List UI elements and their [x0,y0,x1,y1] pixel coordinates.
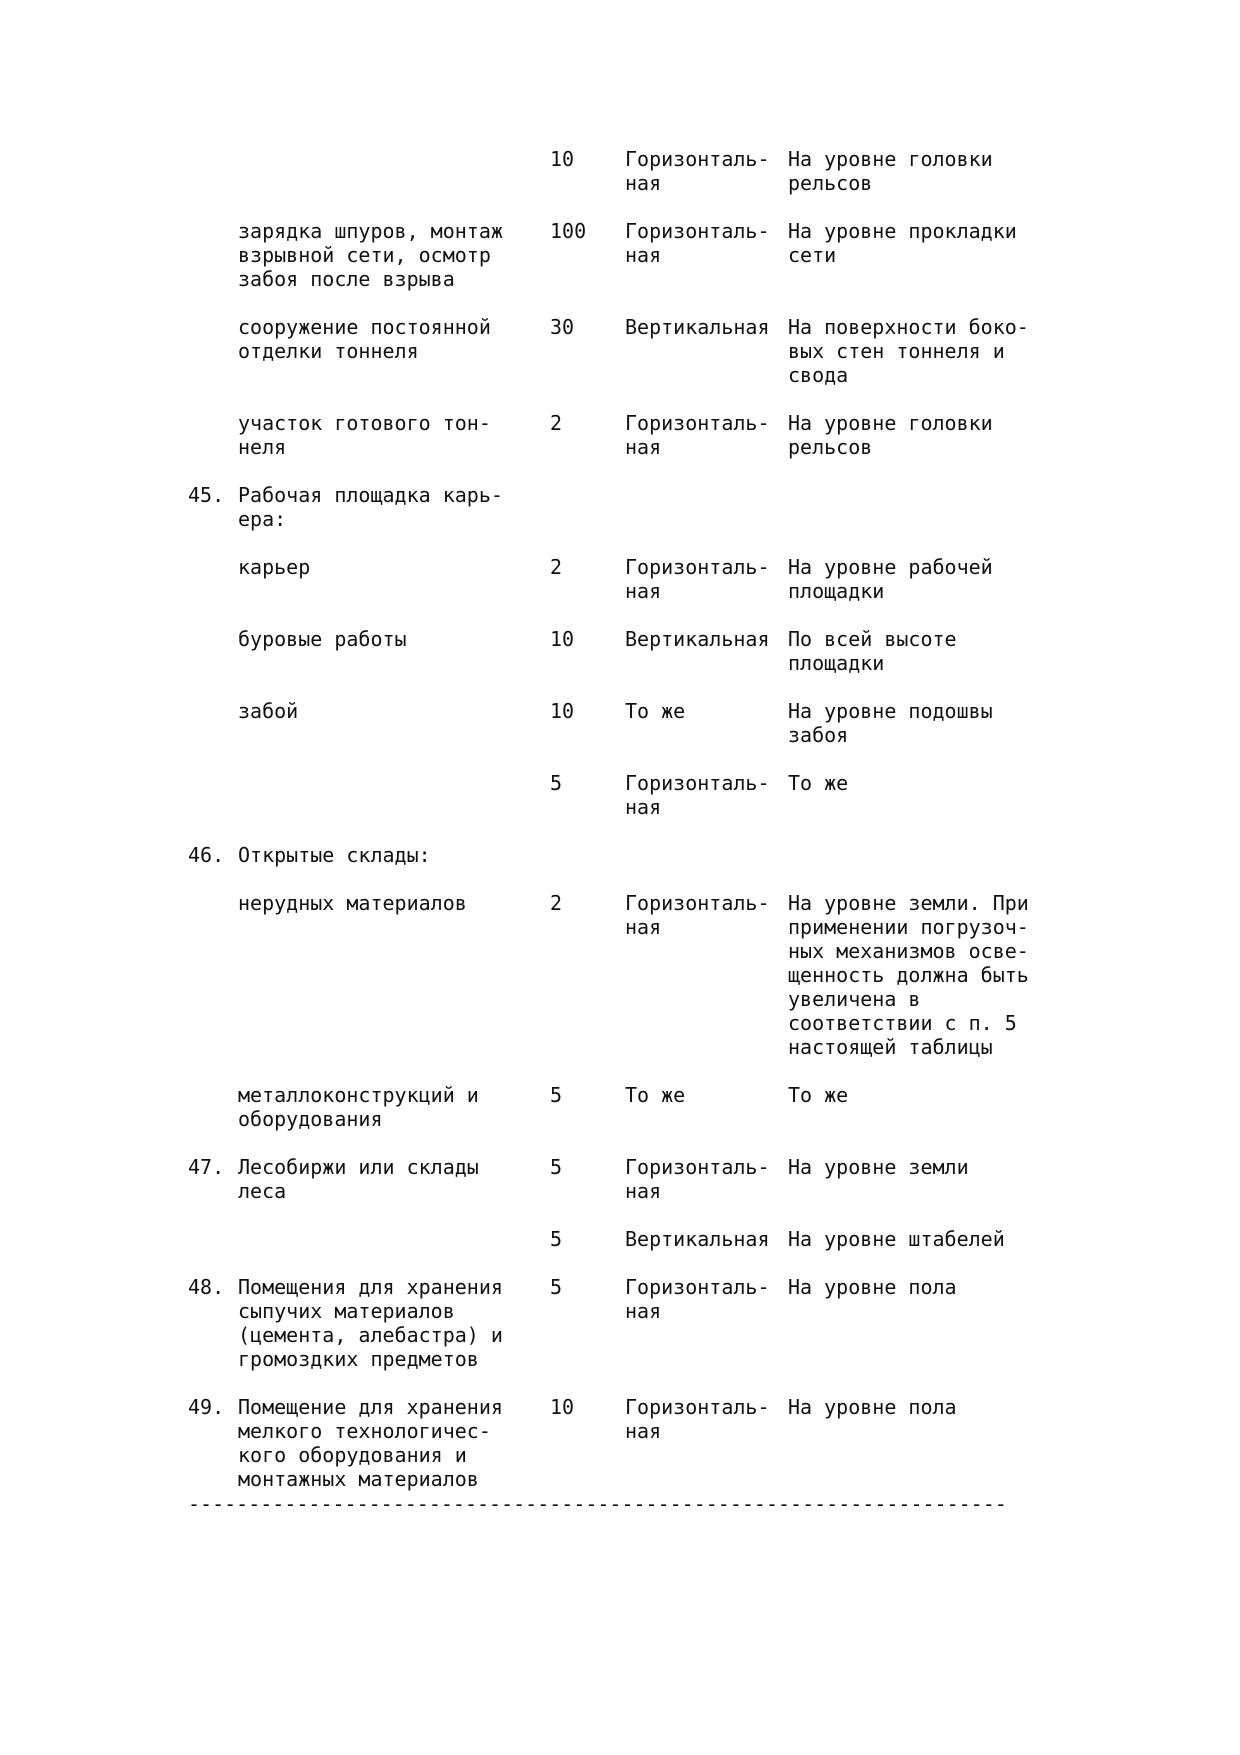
item-number: 47. [188,1155,225,1179]
measurement-location: То же [788,771,849,795]
illumination-plane: Вертикальная [625,315,770,339]
table-row [0,315,1240,425]
work-description: зарядка шпуров, монтаж взрывной сети, осмотр забоя после взрыва [238,219,503,291]
measurement-location: На уровне рабочей площадки [788,555,993,603]
measurement-location: На поверхности боко- вых стен тоннеля и свода [788,315,1029,387]
measurement-location: На уровне земли. При применении погрузоч- ных механизмов осве- щенность должна быть увеличена в соответствии с п. 5 настоящей таблицы [788,891,1029,1059]
illumination-plane: Горизонталь- ная [625,1275,770,1323]
illumination-plane: Горизонталь- ная [625,1395,770,1443]
table-row [0,1275,1240,1385]
work-description: Лесобиржи или склады леса [238,1155,479,1203]
work-description: Рабочая площадка карь- ера: [238,483,503,531]
item-number: 48. [188,1275,225,1299]
measurement-location: То же [788,1083,849,1107]
illuminance-value: 2 [550,411,563,435]
measurement-location: На уровне подошвы забоя [788,699,993,747]
work-description: металлоконструкций и оборудования [238,1083,479,1131]
illuminance-value: 10 [550,699,575,723]
table-row [0,1395,1240,1505]
illumination-plane: Горизонталь- ная [625,771,770,819]
illuminance-value: 10 [550,1395,575,1419]
work-description: сооружение постоянной отделки тоннеля [238,315,491,363]
illumination-plane: Горизонталь- ная [625,1155,770,1203]
illumination-plane: Вертикальная [625,1227,770,1251]
measurement-location: На уровне штабелей [788,1227,1005,1251]
measurement-location: На уровне земли [788,1155,969,1179]
illumination-plane: То же [625,699,686,723]
measurement-location: На уровне пола [788,1275,957,1299]
illuminance-value: 5 [550,1083,563,1107]
measurement-location: На уровне головки рельсов [788,147,993,195]
work-description: карьер [238,555,311,579]
work-description: буровые работы [238,627,407,651]
illuminance-value: 5 [550,1155,563,1179]
illuminance-value: 2 [550,891,563,915]
measurement-location: По всей высоте площадки [788,627,957,675]
measurement-location: На уровне головки рельсов [788,411,993,459]
illumination-plane: Горизонталь- ная [625,219,770,267]
work-description: Открытые склады: [238,843,431,867]
illuminance-value: 10 [550,147,575,171]
illumination-plane: Горизонталь- ная [625,147,770,195]
table-bottom-rule: -------------------------------------------------------------------- [188,1492,1007,1516]
illuminance-value: 100 [550,219,587,243]
illumination-plane: Вертикальная [625,627,770,651]
illumination-plane: Горизонталь- ная [625,891,770,939]
illuminance-value: 2 [550,555,563,579]
work-description: забой [238,699,299,723]
item-number: 46. [188,843,225,867]
work-description: Помещение для хранения мелкого технологичес- кого оборудования и монтажных материалов [238,1395,503,1491]
table-row [0,219,1240,329]
illumination-plane: Горизонталь- ная [625,411,770,459]
illumination-plane: Горизонталь- ная [625,555,770,603]
illuminance-value: 5 [550,1227,563,1251]
work-description: участок готового тон- неля [238,411,491,459]
illuminance-value: 5 [550,771,563,795]
item-number: 49. [188,1395,225,1419]
illuminance-value: 5 [550,1275,563,1299]
illuminance-value: 30 [550,315,575,339]
work-description: Помещения для хранения сыпучих материалов (цемента, алебастра) и громоздких предметов [238,1275,503,1371]
illuminance-value: 10 [550,627,575,651]
item-number: 45. [188,483,225,507]
table-row [0,891,1240,1081]
measurement-location: На уровне пола [788,1395,957,1419]
work-description: нерудных материалов [238,891,467,915]
measurement-location: На уровне прокладки сети [788,219,1017,267]
illumination-plane: То же [625,1083,686,1107]
